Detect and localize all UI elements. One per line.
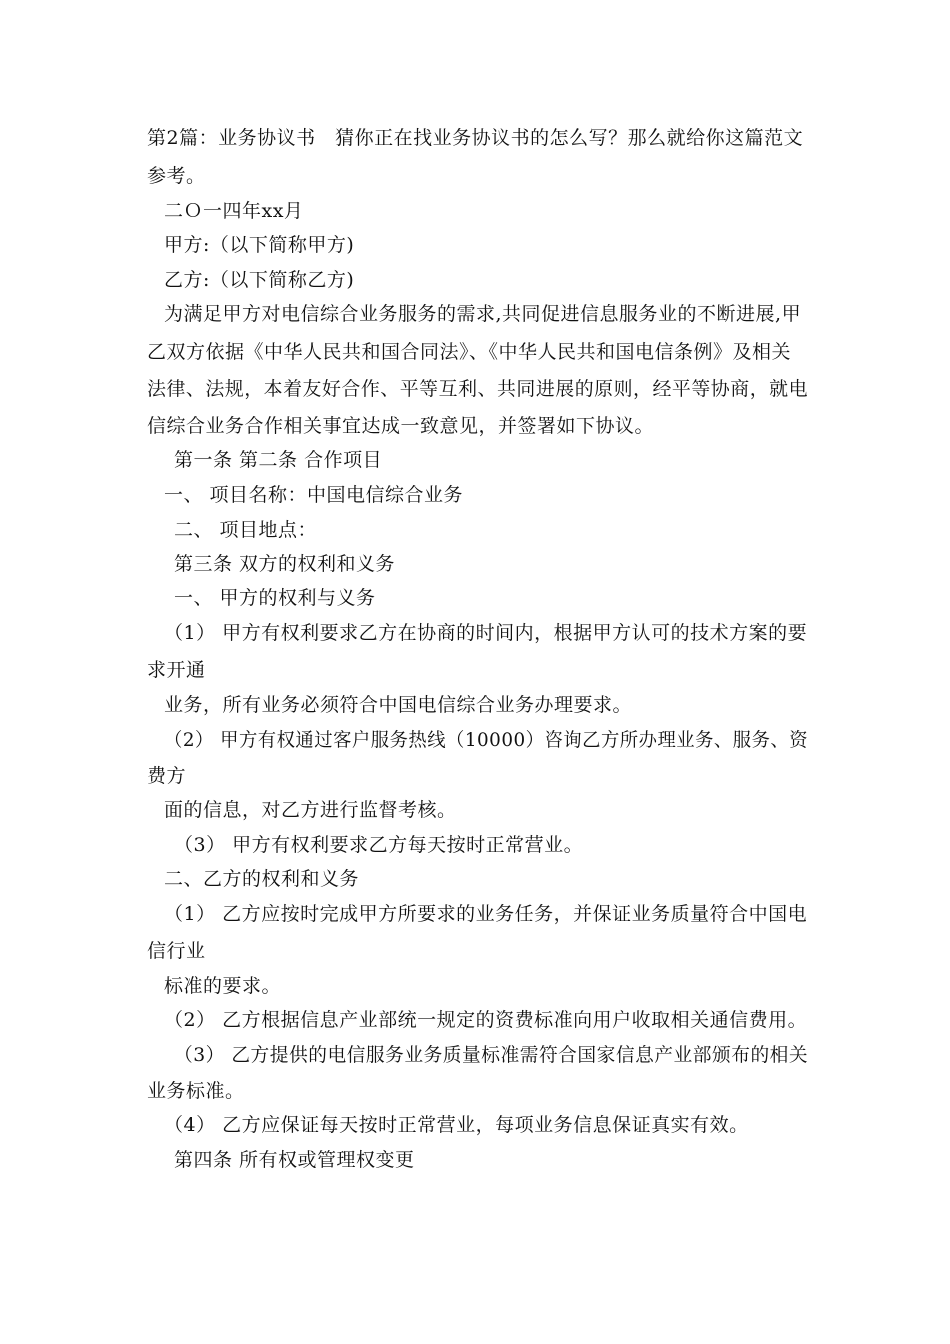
text-line: 信行业 — [147, 940, 206, 962]
text-line: 费方 — [147, 765, 187, 787]
text-line: 二、 项目地点： — [174, 519, 318, 541]
text-line: 信综合业务合作相关事宜达成一致意见，并签署如下协议。 — [147, 415, 655, 437]
section-heading: 第四条 所有权或管理权变更 — [174, 1149, 415, 1171]
section-heading: 第一条 第二条 合作项目 — [174, 449, 383, 471]
text-line: （1） 甲方有权利要求乙方在协商的时间内，根据甲方认可的技术方案的要 — [164, 622, 808, 644]
text-line: （4） 乙方应保证每天按时正常营业，每项业务信息保证真实有效。 — [164, 1114, 749, 1136]
text-line: 二Ｏ一四年xx月 — [164, 200, 304, 222]
text-line: 甲方:（以下简称甲方) — [164, 234, 355, 256]
text-line: 法律、法规，本着友好合作、平等互利、共同进展的原则，经平等协商，就电 — [147, 378, 809, 400]
text-line: （1） 乙方应按时完成甲方所要求的业务任务，并保证业务质量符合中国电 — [164, 903, 808, 925]
text-line: 二、乙方的权利和义务 — [164, 868, 360, 890]
text-line: 一、 项目名称：中国电信综合业务 — [164, 484, 464, 506]
text-line: （2） 乙方根据信息产业部统一规定的资费标准向用户收取相关通信费用。 — [164, 1009, 808, 1031]
text-line: 业务标准。 — [147, 1080, 245, 1102]
text-line: 标准的要求。 — [164, 975, 282, 997]
text-line: 面的信息，对乙方进行监督考核。 — [164, 799, 457, 821]
text-line: （3） 甲方有权利要求乙方每天按时正常营业。 — [174, 834, 584, 856]
text-line: （3） 乙方提供的电信服务业务质量标准需符合国家信息产业部颁布的相关 — [174, 1044, 809, 1066]
section-heading: 第三条 双方的权利和义务 — [174, 553, 396, 575]
text-line: 参考。 — [147, 165, 206, 187]
text-line: （2） 甲方有权通过客户服务热线（10000）咨询乙方所办理业务、服务、资 — [164, 729, 809, 751]
text-line: 乙方:（以下简称乙方) — [164, 269, 355, 291]
text-line: 乙双方依据《中华人民共和国合同法》、《中华人民共和国电信条例》及相关 — [147, 341, 792, 363]
text-line: 为满足甲方对电信综合业务服务的需求,共同促进信息服务业的不断进展,甲 — [164, 303, 802, 325]
text-line: 求开通 — [147, 659, 206, 681]
text-line: 第2篇：业务协议书 猜你正在找业务协议书的怎么写？那么就给你这篇范文 — [147, 127, 804, 149]
text-line: 业务，所有业务必须符合中国电信综合业务办理要求。 — [164, 694, 633, 716]
text-line: 一、 甲方的权利与义务 — [174, 587, 376, 609]
